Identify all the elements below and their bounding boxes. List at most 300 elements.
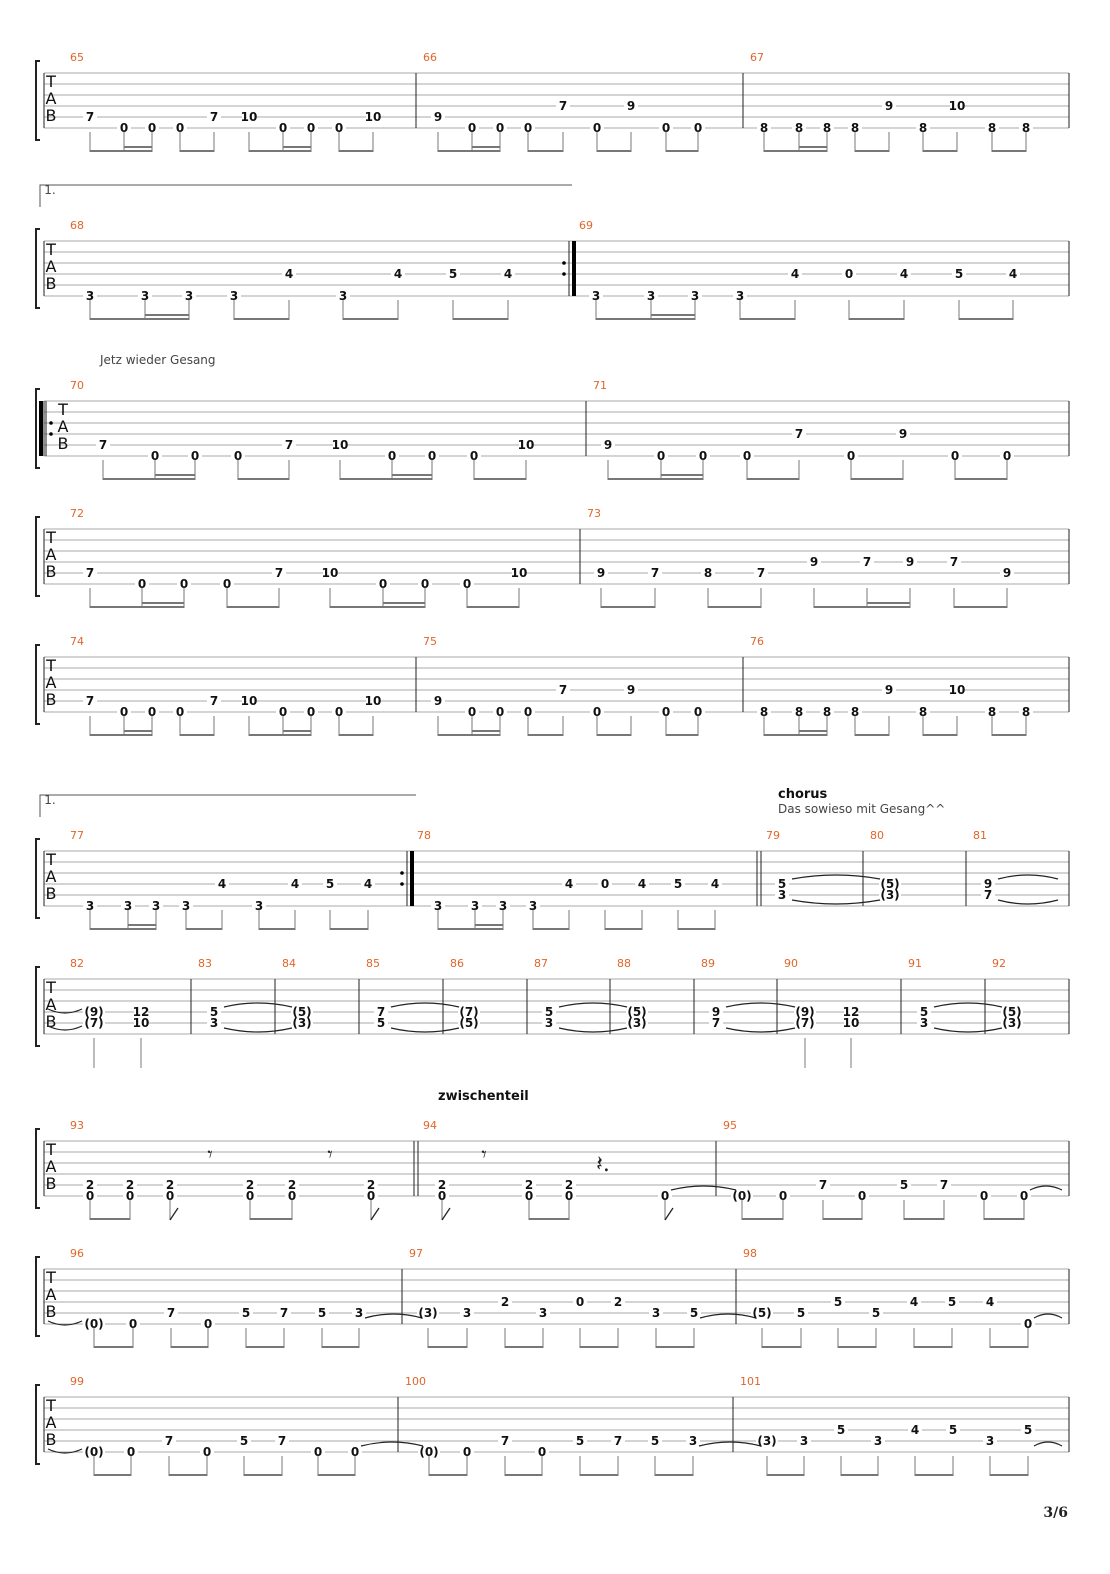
fret-number: 3 (229, 289, 239, 303)
tab-clef-a: A (45, 257, 57, 276)
beam (94, 1346, 133, 1348)
fret-number: 8 (794, 121, 804, 135)
measure-number: 96 (70, 1247, 84, 1260)
fret-number: 3 (85, 289, 95, 303)
fret-number: 7 (794, 427, 804, 441)
annotation-text: Jetz wieder Gesang (100, 353, 216, 367)
fret-number: 0 (661, 705, 671, 719)
beam (180, 150, 214, 152)
beam (244, 1474, 282, 1476)
fret-number: 7 (558, 99, 568, 113)
beam (992, 734, 1026, 736)
fret-number: 7 (862, 555, 872, 569)
note-flag (665, 1208, 673, 1220)
tab-clef-a: A (45, 89, 57, 108)
beam (904, 1218, 944, 1220)
beam-secondary (283, 146, 311, 148)
repeat-dot (49, 421, 53, 425)
beam (528, 734, 563, 736)
beam (339, 734, 373, 736)
fret-number: 3 (690, 289, 700, 303)
beam (597, 150, 631, 152)
measure-number: 101 (740, 1375, 761, 1388)
fret-number: 5 (948, 1423, 958, 1437)
fret-number: 7 (949, 555, 959, 569)
fret-number: 5 (689, 1306, 699, 1320)
section-label: zwischenteil (438, 1089, 529, 1104)
measure-number: 73 (587, 507, 601, 520)
fret-number: 0 (523, 705, 533, 719)
fret-number: 3 (688, 1434, 698, 1448)
fret-number: 10 (240, 694, 258, 708)
measure-number: 70 (70, 379, 84, 392)
tie-arc (224, 1028, 292, 1032)
fret-number: 10 (948, 683, 966, 697)
tab-clef-t: T (46, 1396, 56, 1415)
fret-number: (0) (84, 1317, 104, 1331)
tab-clef-t: T (46, 1268, 56, 1287)
beam (923, 734, 957, 736)
note-flag (170, 1208, 178, 1220)
fret-number: 3 (433, 899, 443, 913)
fret-number: 7 (85, 566, 95, 580)
system-bracket (36, 61, 40, 140)
fret-number: 9 (983, 877, 993, 891)
fret-number: 4 (284, 267, 294, 281)
measure-number: 65 (70, 51, 84, 64)
tie-arc (934, 1028, 1002, 1032)
measure-number: 78 (417, 829, 431, 842)
fret-number: 3 (338, 289, 348, 303)
beam (529, 1218, 569, 1220)
fret-number: 0 (857, 1189, 867, 1203)
tab-clef-t: T (46, 656, 56, 675)
beam (851, 478, 903, 480)
fret-number: 0 (693, 705, 703, 719)
beam (608, 478, 661, 480)
beam (814, 606, 867, 608)
fret-number: (7) (795, 1016, 815, 1030)
fret-number: 0 (126, 1445, 136, 1459)
fret-number: 9 (433, 694, 443, 708)
beam (823, 1218, 862, 1220)
measure-number: 91 (908, 957, 922, 970)
repeat-dot (49, 432, 53, 436)
tie-arc (998, 900, 1058, 904)
fret-number: 10 (510, 566, 528, 580)
fret-number: 10 (517, 438, 535, 452)
beam (764, 734, 799, 736)
beam (429, 1474, 467, 1476)
fret-number: 5 (947, 1295, 957, 1309)
page-number: 3/6 (1043, 1505, 1068, 1521)
fret-number: 8 (918, 121, 928, 135)
measure-number: 80 (870, 829, 884, 842)
beam (762, 1346, 801, 1348)
fret-number: 7 (85, 694, 95, 708)
fret-number: 8 (987, 705, 997, 719)
system-bracket (36, 517, 40, 596)
fret-number: (0) (732, 1189, 752, 1203)
measure-number: 83 (198, 957, 212, 970)
fret-number: (0) (84, 1445, 104, 1459)
fret-number: (7) (84, 1016, 104, 1030)
fret-number: 0 (1019, 1189, 1029, 1203)
beam (467, 606, 519, 608)
tab-clef-a: A (45, 995, 57, 1014)
fret-number: 3 (254, 899, 264, 913)
fret-number: 4 (393, 267, 403, 281)
fret-number: (5) (459, 1016, 479, 1030)
fret-number: 7 (711, 1016, 721, 1030)
fret-number: 8 (794, 705, 804, 719)
fret-number: 0 (150, 449, 160, 463)
fret-number: 0 (202, 1445, 212, 1459)
beam (767, 1474, 804, 1476)
system-bracket (36, 229, 40, 308)
measure-number: 97 (409, 1247, 423, 1260)
fret-number: 9 (596, 566, 606, 580)
fret-number: 0 (600, 877, 610, 891)
fret-number: 7 (85, 110, 95, 124)
fret-number: 5 (796, 1306, 806, 1320)
tie-arc (1034, 1314, 1062, 1318)
fret-number: 0 (469, 449, 479, 463)
fret-number: 4 (910, 1423, 920, 1437)
tab-clef-a: A (57, 417, 69, 436)
fret-number: 2 (437, 1178, 447, 1192)
fret-number: 8 (1021, 705, 1031, 719)
beam (283, 150, 311, 152)
repeat-end-thick-bar (572, 241, 576, 296)
beam (533, 928, 569, 930)
fret-number: 3 (85, 899, 95, 913)
fret-number: 3 (919, 1016, 929, 1030)
tab-clef-b: B (45, 1302, 57, 1321)
fret-number: 3 (462, 1306, 472, 1320)
beam (656, 1346, 694, 1348)
fret-number: 7 (98, 438, 108, 452)
fret-number: 5 (836, 1423, 846, 1437)
fret-number: (5) (1002, 1005, 1022, 1019)
fret-number: 7 (650, 566, 660, 580)
fret-number: 3 (873, 1434, 883, 1448)
fret-number: 8 (822, 705, 832, 719)
measure-number: 82 (70, 957, 84, 970)
beam (867, 606, 910, 608)
beam (666, 150, 698, 152)
fret-number: 0 (592, 121, 602, 135)
tab-clef-b: B (45, 1430, 57, 1449)
fret-number: 2 (524, 1178, 534, 1192)
fret-number: 4 (637, 877, 647, 891)
fret-number: 0 (537, 1445, 547, 1459)
beam (597, 734, 631, 736)
fret-number: 0 (334, 705, 344, 719)
beam (954, 606, 1007, 608)
tie-arc (726, 1003, 795, 1007)
beam (169, 1474, 207, 1476)
fret-number: 7 (558, 683, 568, 697)
fret-number: 0 (846, 449, 856, 463)
tab-clef-t: T (46, 978, 56, 997)
fret-number: 8 (759, 705, 769, 719)
fret-number: 0 (334, 121, 344, 135)
beam-secondary (383, 602, 425, 604)
tab-system (36, 61, 1069, 152)
fret-number: 0 (179, 577, 189, 591)
fret-number: 5 (1023, 1423, 1033, 1437)
beam (94, 1474, 131, 1476)
tab-system (36, 389, 1069, 480)
tab-clef-b: B (57, 434, 69, 453)
beam (799, 734, 827, 736)
fret-number: 0 (844, 267, 854, 281)
beam (747, 478, 799, 480)
beam (249, 734, 283, 736)
beam (505, 1474, 542, 1476)
beam (259, 928, 295, 930)
tie-arc (391, 1028, 459, 1032)
tab-clef-b: B (45, 274, 57, 293)
fret-number: (9) (84, 1005, 104, 1019)
fret-number: (3) (757, 1434, 777, 1448)
beam-secondary (128, 924, 156, 926)
fret-number: 3 (123, 899, 133, 913)
fret-number: 0 (420, 577, 430, 591)
beam-secondary (145, 314, 189, 316)
fret-number: (9) (795, 1005, 815, 1019)
beam (128, 928, 156, 930)
beam (392, 478, 432, 480)
fret-number: 2 (613, 1295, 623, 1309)
fret-number: 2 (366, 1178, 376, 1192)
fret-number: (3) (292, 1016, 312, 1030)
fret-number: (7) (459, 1005, 479, 1019)
system-bracket (36, 967, 40, 1046)
beam-secondary (475, 924, 503, 926)
fret-number: 0 (387, 449, 397, 463)
tie-arc (792, 875, 880, 879)
tie-arc (1034, 1442, 1062, 1446)
fret-number: 0 (742, 449, 752, 463)
fret-number: 0 (564, 1189, 574, 1203)
fret-number: 5 (239, 1434, 249, 1448)
measure-number: 76 (750, 635, 764, 648)
fret-number: 0 (306, 705, 316, 719)
annotation-text: Das sowieso mit Gesang^^ (778, 802, 946, 816)
tab-clef-a: A (45, 545, 57, 564)
fret-number: 0 (190, 449, 200, 463)
beam (992, 150, 1026, 152)
tie-arc (700, 1314, 756, 1318)
beam (428, 1346, 467, 1348)
section-label: chorus (778, 787, 828, 802)
beam-secondary (392, 474, 432, 476)
beam (249, 150, 283, 152)
beam (764, 150, 799, 152)
fret-number: 8 (850, 121, 860, 135)
fret-number: 9 (626, 99, 636, 113)
fret-number: 9 (905, 555, 915, 569)
fret-number: 9 (898, 427, 908, 441)
fret-number: 0 (128, 1317, 138, 1331)
fret-number: 5 (650, 1434, 660, 1448)
beam (914, 1346, 952, 1348)
fret-number: 7 (209, 110, 219, 124)
fret-number: 7 (284, 438, 294, 452)
tab-clef-b: B (45, 106, 57, 125)
fret-number: (3) (627, 1016, 647, 1030)
beam (505, 1346, 543, 1348)
fret-number: 5 (871, 1306, 881, 1320)
fret-number: 0 (1023, 1317, 1033, 1331)
fret-number: 10 (842, 1016, 860, 1030)
fret-number: 7 (279, 1306, 289, 1320)
measure-number: 93 (70, 1119, 84, 1132)
beam (171, 1346, 208, 1348)
fret-number: 0 (467, 121, 477, 135)
fret-number: 0 (203, 1317, 213, 1331)
volta-label: 1. (44, 793, 56, 807)
beam (145, 318, 189, 320)
fret-number: 0 (287, 1189, 297, 1203)
measure-number: 95 (723, 1119, 737, 1132)
fret-number: 0 (660, 1189, 670, 1203)
fret-number: 0 (437, 1189, 447, 1203)
beam-secondary (124, 146, 152, 148)
beam (90, 606, 142, 608)
tab-clef-t: T (46, 850, 56, 869)
fret-number: 3 (591, 289, 601, 303)
fret-number: 0 (979, 1189, 989, 1203)
fret-number: 4 (899, 267, 909, 281)
fret-number: 0 (575, 1295, 585, 1309)
measure-number: 86 (450, 957, 464, 970)
beam (472, 150, 500, 152)
volta-bracket (40, 185, 572, 207)
fret-number: 3 (651, 1306, 661, 1320)
fret-number: 5 (673, 877, 683, 891)
tab-system (36, 645, 1069, 736)
beam (438, 928, 475, 930)
beam (528, 150, 563, 152)
fret-number: 5 (833, 1295, 843, 1309)
fret-number: 7 (376, 1005, 386, 1019)
beam-secondary (155, 474, 195, 476)
fret-number: 8 (850, 705, 860, 719)
beam (601, 606, 655, 608)
fret-number: 4 (363, 877, 373, 891)
beam (246, 1346, 284, 1348)
tie-arc (998, 875, 1058, 879)
fret-number: 3 (181, 899, 191, 913)
tab-system (36, 1129, 1069, 1220)
fret-number: (0) (419, 1445, 439, 1459)
tab-clef-a: A (45, 1413, 57, 1432)
tab-clef-b: B (45, 1174, 57, 1193)
repeat-end-thick-bar (410, 851, 414, 906)
beam (340, 478, 392, 480)
fret-number: 9 (809, 555, 819, 569)
measure-number: 90 (784, 957, 798, 970)
fret-number: 5 (209, 1005, 219, 1019)
beam (186, 928, 222, 930)
fret-number: (3) (418, 1306, 438, 1320)
fret-number: 0 (592, 705, 602, 719)
beam (580, 1474, 618, 1476)
fret-number: 4 (1008, 267, 1018, 281)
measure-number: 87 (534, 957, 548, 970)
measure-number: 84 (282, 957, 296, 970)
measure-number: 79 (766, 829, 780, 842)
fret-number: 0 (245, 1189, 255, 1203)
beam (383, 606, 425, 608)
beam (330, 928, 368, 930)
tab-clef-t: T (46, 1140, 56, 1159)
fret-number: (3) (1002, 1016, 1022, 1030)
fret-number: 0 (656, 449, 666, 463)
measure-number: 74 (70, 635, 84, 648)
beam-secondary (651, 314, 695, 316)
tie-arc (792, 900, 880, 904)
fret-number: 0 (661, 121, 671, 135)
tie-arc (671, 1186, 736, 1190)
beam (155, 478, 195, 480)
beam (605, 928, 642, 930)
tab-clef-b: B (45, 690, 57, 709)
fret-number: 0 (85, 1189, 95, 1203)
fret-number: 0 (233, 449, 243, 463)
beam (984, 1218, 1024, 1220)
fret-number: 0 (1002, 449, 1012, 463)
fret-number: 5 (899, 1178, 909, 1192)
measure-number: 66 (423, 51, 437, 64)
fret-number: 8 (703, 566, 713, 580)
fret-number: 10 (364, 694, 382, 708)
fret-number: 5 (376, 1016, 386, 1030)
fret-number: 0 (125, 1189, 135, 1203)
beam (472, 734, 500, 736)
repeat-dot (400, 882, 404, 886)
fret-number: 8 (759, 121, 769, 135)
beam (227, 606, 279, 608)
tie-arc (934, 1003, 1002, 1007)
fret-number: 0 (427, 449, 437, 463)
note-flag (442, 1208, 450, 1220)
repeat-start-thick-bar (39, 401, 43, 456)
beam (855, 734, 889, 736)
fret-number: 0 (378, 577, 388, 591)
beam (142, 606, 184, 608)
beam (923, 150, 957, 152)
beam (90, 1218, 130, 1220)
fret-number: 10 (331, 438, 349, 452)
measure-number: 71 (593, 379, 607, 392)
measure-number: 75 (423, 635, 437, 648)
fret-number: 3 (799, 1434, 809, 1448)
measure-number: 68 (70, 219, 84, 232)
fret-number: 0 (698, 449, 708, 463)
beam (742, 1218, 783, 1220)
fret-number: 7 (939, 1178, 949, 1192)
beam-secondary (283, 730, 311, 732)
beam (90, 318, 145, 320)
fret-number: 5 (544, 1005, 554, 1019)
fret-number: 0 (495, 705, 505, 719)
beam (661, 478, 703, 480)
fret-number: 3 (777, 888, 787, 902)
